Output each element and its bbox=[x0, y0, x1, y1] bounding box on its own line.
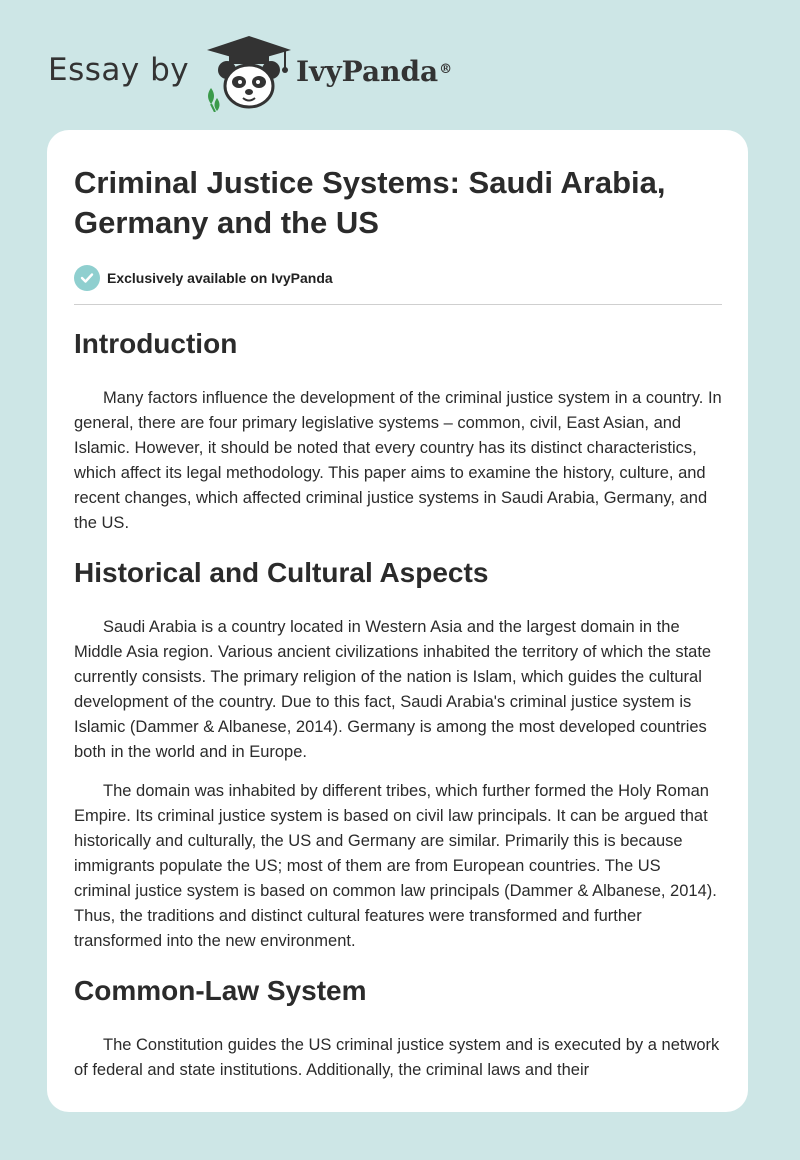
ivypanda-logo-icon[interactable] bbox=[203, 32, 295, 112]
essay-content bbox=[74, 163, 722, 1083]
essay-card bbox=[47, 130, 748, 1112]
check-icon bbox=[74, 265, 100, 291]
exclusive-badge-label: Exclusively available on IvyPanda bbox=[107, 270, 333, 286]
site-header bbox=[0, 0, 800, 130]
essay-title: Criminal Justice Systems: Saudi Arabia, Germany and the US bbox=[74, 165, 666, 240]
section-heading-introduction: Introduction bbox=[74, 328, 238, 359]
title-divider bbox=[74, 304, 722, 305]
section-heading-common-law: Common-Law System bbox=[74, 975, 367, 1006]
historical-paragraph-2: The domain was inhabited by different tribes, which further formed the Holy Roman Empire. Its criminal justice system is based on civil law principals. It can be argued that historically and culturally, the US and Germany are similar. Primarily this is because immigrants populate the US; most of them are from European countries. The US criminal justice system is based on common law principals (Dammer & Albanese, 2014). Thus, the traditions and distinct cultural features were transformed and further transformed into the new environment. bbox=[74, 782, 717, 950]
ivypanda-wordmark[interactable] bbox=[296, 54, 452, 90]
section-heading-historical-cultural: Historical and Cultural Aspects bbox=[74, 557, 489, 588]
brand-name-text: IvyPanda bbox=[296, 55, 439, 88]
exclusive-badge bbox=[74, 265, 722, 291]
essay-by-label: Essay by bbox=[48, 52, 190, 88]
common-law-paragraph-1: The Constitution guides the US criminal justice system and is executed by a network of federal and state institutions. Additionally, the criminal laws and their bbox=[74, 1036, 720, 1079]
introduction-paragraph-1: Many factors influence the development of the criminal justice system in a country. In general, there are four primary legislative systems – common, civil, East Asian, and Islamic. However, it should be noted that every country has its distinct characteristics, which affect its legal methodology. This paper aims to examine the history, culture, and recent changes, which affected criminal justice systems in Saudi Arabia, Germany, and the US. bbox=[74, 389, 722, 532]
registered-mark: ® bbox=[439, 62, 453, 77]
historical-paragraph-1: Saudi Arabia is a country located in Western Asia and the largest domain in the Middle Asia region. Various ancient civilizations inhabited the territory of which the state currently consists. The primary religion of the nation is Islam, which guides the cultural development of the country. Due to this fact, Saudi Arabia's criminal justice system is Islamic (Dammer & Albanese, 2014). Germany is among the most developed countries both in the world and in Europe. bbox=[74, 618, 712, 761]
